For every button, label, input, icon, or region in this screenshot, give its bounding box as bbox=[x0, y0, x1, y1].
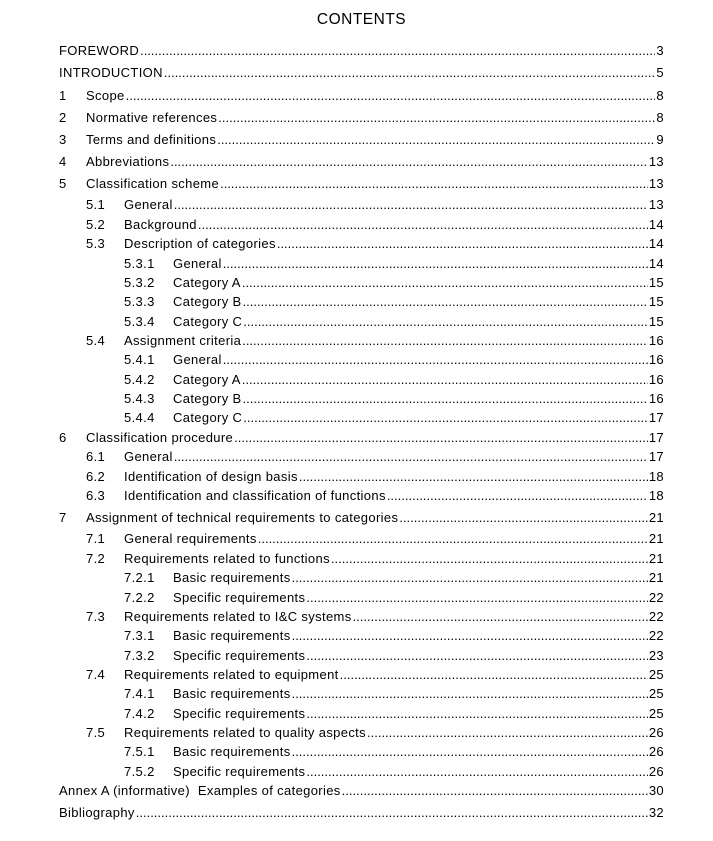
toc-entry[interactable] bbox=[59, 131, 664, 149]
toc-entry-number: 7.2 bbox=[86, 551, 106, 566]
toc-entry-page-number: 16 bbox=[648, 372, 664, 387]
toc-entry[interactable] bbox=[86, 332, 664, 350]
toc-entry[interactable] bbox=[124, 351, 664, 369]
dot-leader bbox=[243, 313, 648, 331]
dot-leader bbox=[306, 589, 647, 607]
dot-leader bbox=[367, 724, 648, 742]
toc-entry-page-number: 18 bbox=[648, 469, 664, 484]
dot-leader bbox=[136, 804, 648, 822]
toc-entry-page-number: 25 bbox=[648, 706, 664, 721]
toc-entry-number: 7.4.2 bbox=[124, 706, 155, 721]
toc-entry-number: 5.3.4 bbox=[124, 314, 155, 329]
dot-leader bbox=[306, 763, 647, 781]
toc-entry-number: 5.4.4 bbox=[124, 410, 155, 425]
dot-leader bbox=[242, 332, 648, 350]
toc-entry-number: 7.3.2 bbox=[124, 648, 155, 663]
toc-entry-title: Category B bbox=[173, 294, 242, 309]
toc-entry[interactable] bbox=[86, 724, 664, 742]
toc-entry-page-number: 14 bbox=[648, 256, 664, 271]
toc-entry[interactable] bbox=[124, 647, 664, 665]
toc-entry-number: 5.3.3 bbox=[124, 294, 155, 309]
toc-entry[interactable] bbox=[59, 782, 664, 800]
toc-entry-page-number: 14 bbox=[648, 236, 664, 251]
toc-entry[interactable] bbox=[59, 509, 664, 527]
toc-entry[interactable] bbox=[124, 255, 664, 273]
toc-entry-title: Basic requirements bbox=[173, 628, 291, 643]
toc-entry-number: 7.5 bbox=[86, 725, 106, 740]
toc-entry-number: 7.5.2 bbox=[124, 764, 155, 779]
toc-entry-title: General bbox=[173, 256, 222, 271]
toc-entry-number: 1 bbox=[59, 88, 67, 103]
toc-entry-page-number: 9 bbox=[656, 132, 664, 147]
toc-entry[interactable] bbox=[59, 87, 664, 105]
dot-leader bbox=[126, 87, 656, 105]
dot-leader bbox=[170, 153, 648, 171]
toc-entry[interactable] bbox=[124, 589, 664, 607]
dot-leader bbox=[387, 487, 648, 505]
toc-entry-title: Scope bbox=[86, 88, 125, 103]
toc-entry-page-number: 15 bbox=[648, 294, 664, 309]
toc-entry-page-number: 15 bbox=[648, 314, 664, 329]
toc-entry[interactable] bbox=[86, 448, 664, 466]
toc-entry-title: Category C bbox=[173, 410, 243, 425]
toc-entry[interactable] bbox=[86, 235, 664, 253]
toc-entry[interactable] bbox=[124, 569, 664, 587]
dot-leader bbox=[243, 409, 648, 427]
toc-entry-number: 7.4.1 bbox=[124, 686, 155, 701]
toc-entry-title: Basic requirements bbox=[173, 686, 291, 701]
toc-entry-title: Annex A (informative) Examples of categories bbox=[59, 783, 341, 798]
toc-entry-number: 3 bbox=[59, 132, 67, 147]
dot-leader bbox=[340, 666, 648, 684]
toc-entry-title: Specific requirements bbox=[173, 764, 306, 779]
toc-entry-number: 5.4.1 bbox=[124, 352, 155, 367]
toc-entry-page-number: 16 bbox=[648, 352, 664, 367]
toc-entry-number: 6.2 bbox=[86, 469, 106, 484]
toc-entry-title: Specific requirements bbox=[173, 648, 306, 663]
toc-entry-title: Category A bbox=[173, 372, 241, 387]
toc-entry[interactable] bbox=[124, 743, 664, 761]
toc-entry[interactable] bbox=[59, 804, 664, 822]
toc-entry-title: Requirements related to functions bbox=[124, 551, 330, 566]
toc-entry[interactable] bbox=[59, 109, 664, 127]
toc-entry-page-number: 16 bbox=[648, 391, 664, 406]
toc-entry-page-number: 13 bbox=[648, 176, 664, 191]
toc-entry-number: 5.3 bbox=[86, 236, 106, 251]
toc-entry-title: Abbreviations bbox=[86, 154, 170, 169]
toc-entry-number: 5 bbox=[59, 176, 67, 191]
toc-entry[interactable] bbox=[59, 429, 664, 447]
dot-leader bbox=[342, 782, 648, 800]
toc-entry-title: Description of categories bbox=[124, 236, 276, 251]
toc-entry-title: General requirements bbox=[124, 531, 257, 546]
toc-entry-number: 7.3 bbox=[86, 609, 106, 624]
dot-leader bbox=[299, 468, 648, 486]
toc-entry-title: Bibliography bbox=[59, 805, 135, 820]
toc-entry-number: 7 bbox=[59, 510, 67, 525]
toc-entry-page-number: 17 bbox=[648, 410, 664, 425]
dot-leader bbox=[234, 429, 648, 447]
toc-entry-title: General bbox=[124, 197, 173, 212]
toc-entry-page-number: 17 bbox=[648, 449, 664, 464]
dot-leader bbox=[258, 530, 648, 548]
dot-leader bbox=[277, 235, 648, 253]
toc-entry-page-number: 21 bbox=[648, 551, 664, 566]
toc-entry[interactable] bbox=[124, 274, 664, 292]
toc-entry-page-number: 32 bbox=[648, 805, 664, 820]
toc-entry-title: Classification scheme bbox=[86, 176, 220, 191]
toc-entry-title: Requirements related to equipment bbox=[124, 667, 339, 682]
dot-leader bbox=[164, 64, 656, 82]
toc-entry[interactable] bbox=[124, 763, 664, 781]
toc-entry-number: 6.1 bbox=[86, 449, 106, 464]
toc-entry-title: Basic requirements bbox=[173, 570, 291, 585]
toc-entry[interactable] bbox=[59, 175, 664, 193]
toc-entry-number: 5.2 bbox=[86, 217, 106, 232]
dot-leader bbox=[306, 705, 647, 723]
toc-entry-title: Terms and definitions bbox=[86, 132, 217, 147]
dot-leader bbox=[140, 42, 655, 60]
toc-entry-title: General bbox=[173, 352, 222, 367]
toc-entry-number: 7.2.1 bbox=[124, 570, 155, 585]
toc-entry-page-number: 26 bbox=[648, 725, 664, 740]
toc-entry-page-number: 21 bbox=[648, 570, 664, 585]
dot-leader bbox=[399, 509, 648, 527]
dot-leader bbox=[217, 131, 655, 149]
toc-entry-title: Basic requirements bbox=[173, 744, 291, 759]
dot-leader bbox=[218, 109, 655, 127]
toc-entry[interactable] bbox=[86, 468, 664, 486]
toc-entry[interactable] bbox=[86, 608, 664, 626]
toc-entry[interactable] bbox=[59, 42, 664, 60]
toc-entry-page-number: 21 bbox=[648, 510, 664, 525]
toc-entry-page-number: 16 bbox=[648, 333, 664, 348]
toc-entry-page-number: 30 bbox=[648, 783, 664, 798]
toc-entry[interactable] bbox=[124, 409, 664, 427]
toc-entry-title: Normative references bbox=[86, 110, 218, 125]
dot-leader bbox=[242, 371, 648, 389]
toc-entry[interactable] bbox=[86, 487, 664, 505]
toc-entry[interactable] bbox=[124, 685, 664, 703]
dot-leader bbox=[220, 175, 648, 193]
toc-entry-page-number: 8 bbox=[656, 110, 664, 125]
toc-entry-title: FOREWORD bbox=[59, 43, 140, 58]
toc-entry-title: Category B bbox=[173, 391, 242, 406]
toc-entry[interactable] bbox=[124, 313, 664, 331]
toc-entry-title: Category A bbox=[173, 275, 241, 290]
toc-entry-page-number: 25 bbox=[648, 686, 664, 701]
toc-entry-page-number: 3 bbox=[656, 43, 664, 58]
dot-leader bbox=[198, 216, 648, 234]
dot-leader bbox=[292, 743, 648, 761]
dot-leader bbox=[242, 274, 648, 292]
toc-entry-number: 7.4 bbox=[86, 667, 106, 682]
toc-entry-page-number: 25 bbox=[648, 667, 664, 682]
toc-entry-title: Specific requirements bbox=[173, 706, 306, 721]
toc-entry-number: 5.4.2 bbox=[124, 372, 155, 387]
toc-entry-number: 6 bbox=[59, 430, 67, 445]
toc-entry[interactable] bbox=[59, 64, 664, 82]
toc-entry-title: Category C bbox=[173, 314, 243, 329]
toc-entry-number: 7.2.2 bbox=[124, 590, 155, 605]
toc-entry-number: 2 bbox=[59, 110, 67, 125]
toc-entry-number: 5.3.2 bbox=[124, 275, 155, 290]
dot-leader bbox=[292, 627, 648, 645]
toc-entry-title: Identification of design basis bbox=[124, 469, 298, 484]
toc-entry[interactable] bbox=[124, 293, 664, 311]
toc-entry-title: Assignment of technical requirements to categories bbox=[86, 510, 399, 525]
toc-entry-page-number: 22 bbox=[648, 609, 664, 624]
toc-entry[interactable] bbox=[124, 705, 664, 723]
dot-leader bbox=[174, 196, 648, 214]
toc-entry-page-number: 22 bbox=[648, 628, 664, 643]
toc-entry[interactable] bbox=[59, 153, 664, 171]
toc-entry-page-number: 14 bbox=[648, 217, 664, 232]
dot-leader bbox=[306, 647, 647, 665]
dot-leader bbox=[243, 390, 648, 408]
toc-entry-title: Classification procedure bbox=[86, 430, 234, 445]
toc-entry-page-number: 18 bbox=[648, 488, 664, 503]
toc-entry[interactable] bbox=[124, 371, 664, 389]
toc-entry-number: 4 bbox=[59, 154, 67, 169]
toc-entry-title: Background bbox=[124, 217, 197, 232]
toc-entry-number: 7.1 bbox=[86, 531, 106, 546]
toc-entry[interactable] bbox=[124, 390, 664, 408]
dot-leader bbox=[223, 255, 648, 273]
dot-leader bbox=[353, 608, 648, 626]
toc-entry-page-number: 13 bbox=[648, 154, 664, 169]
toc-entry-number: 5.4.3 bbox=[124, 391, 155, 406]
toc-entry-page-number: 8 bbox=[656, 88, 664, 103]
toc-entry-number: 7.3.1 bbox=[124, 628, 155, 643]
toc-entry-number: 5.4 bbox=[86, 333, 106, 348]
toc-entry-title: Identification and classification of functions bbox=[124, 488, 386, 503]
toc-entry-page-number: 22 bbox=[648, 590, 664, 605]
dot-leader bbox=[243, 293, 648, 311]
toc-entry[interactable] bbox=[86, 196, 664, 214]
toc-entry-page-number: 23 bbox=[648, 648, 664, 663]
toc-entry[interactable] bbox=[86, 216, 664, 234]
toc-entry-title: Requirements related to I&C systems bbox=[124, 609, 352, 624]
toc-entry-number: 5.1 bbox=[86, 197, 106, 212]
toc-entry-page-number: 13 bbox=[648, 197, 664, 212]
dot-leader bbox=[292, 569, 648, 587]
dot-leader bbox=[174, 448, 648, 466]
toc-entry-title: Requirements related to quality aspects bbox=[124, 725, 366, 740]
toc-entry-page-number: 21 bbox=[648, 531, 664, 546]
toc-entry[interactable] bbox=[124, 627, 664, 645]
toc-entry-number: 6.3 bbox=[86, 488, 106, 503]
toc-entry-number: 7.5.1 bbox=[124, 744, 155, 759]
toc-entry[interactable] bbox=[86, 666, 664, 684]
toc-entry-title: Assignment criteria bbox=[124, 333, 242, 348]
toc-entry-title: Specific requirements bbox=[173, 590, 306, 605]
toc-entry-page-number: 26 bbox=[648, 764, 664, 779]
dot-leader bbox=[223, 351, 648, 369]
dot-leader bbox=[292, 685, 648, 703]
toc-entry-title: INTRODUCTION bbox=[59, 65, 163, 80]
toc-entry-number: 5.3.1 bbox=[124, 256, 155, 271]
page-title: CONTENTS bbox=[316, 11, 407, 28]
toc-entry[interactable] bbox=[86, 530, 664, 548]
toc-entry-title: General bbox=[124, 449, 173, 464]
toc-entry-page-number: 17 bbox=[648, 430, 664, 445]
toc-entry[interactable] bbox=[86, 550, 664, 568]
toc-entry-page-number: 26 bbox=[648, 744, 664, 759]
toc-entry-page-number: 5 bbox=[656, 65, 664, 80]
dot-leader bbox=[331, 550, 648, 568]
toc-entry-page-number: 15 bbox=[648, 275, 664, 290]
